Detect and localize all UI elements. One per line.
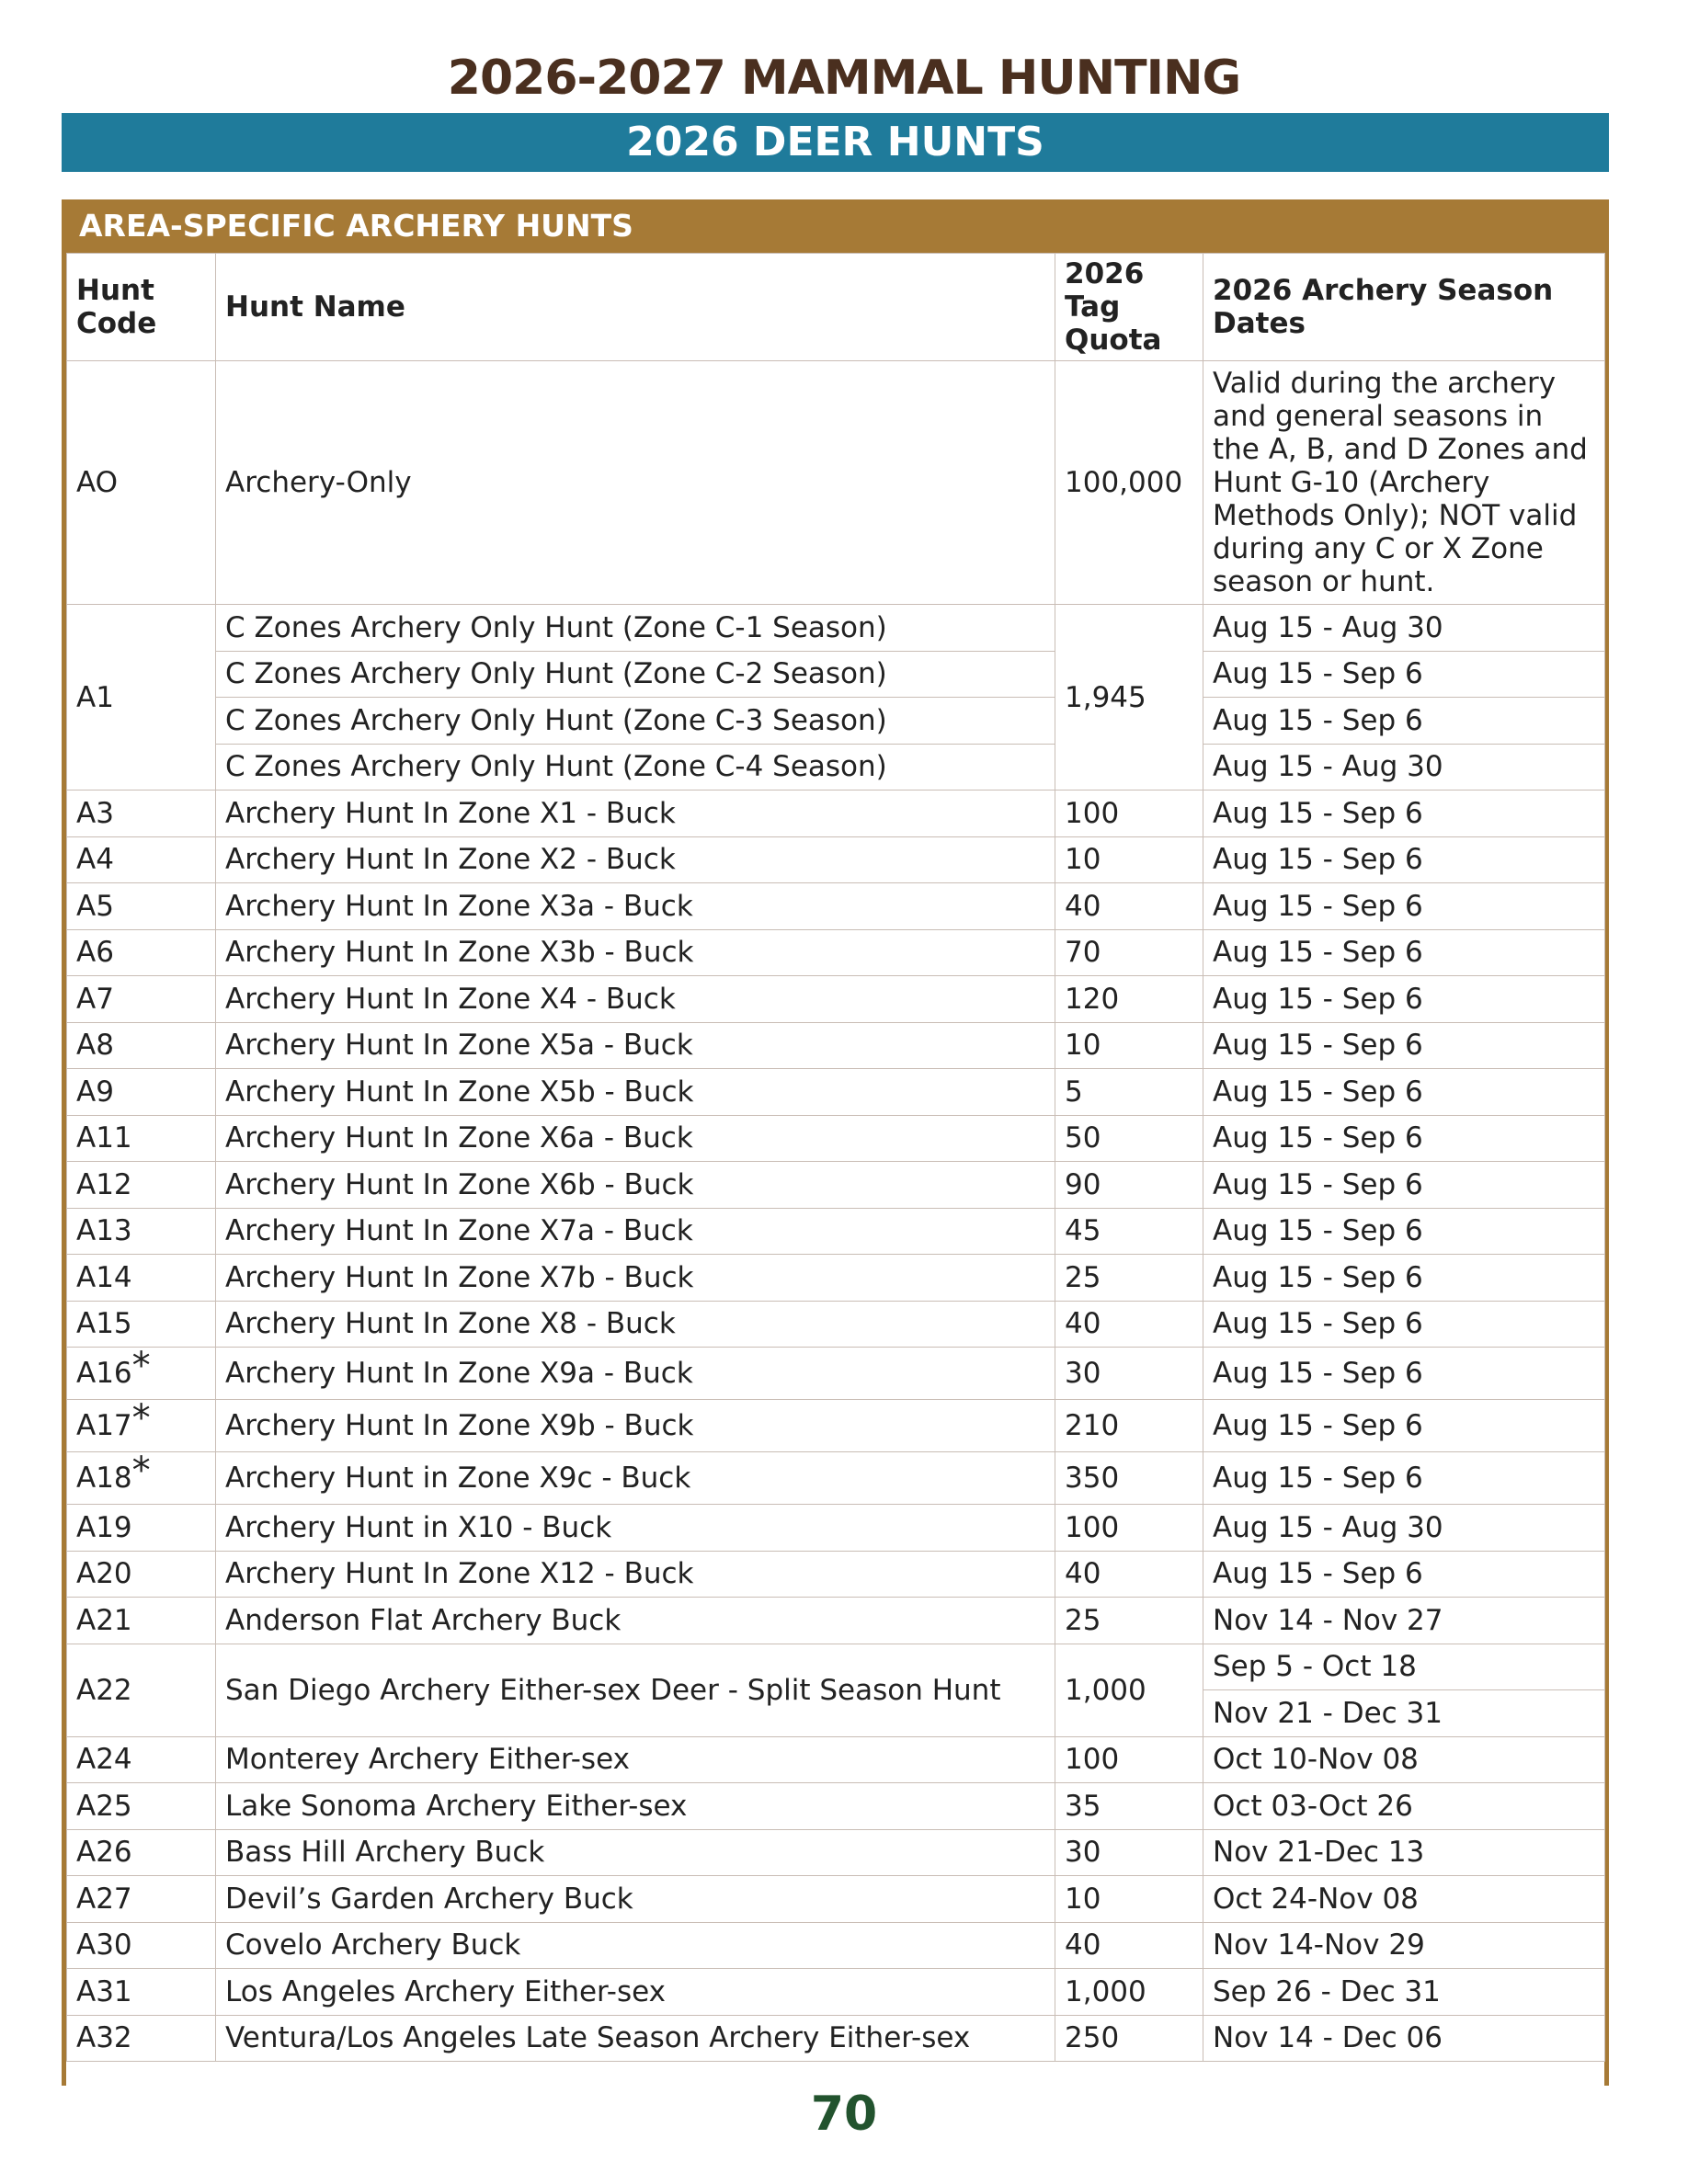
hunt-code: A22 [76, 1673, 132, 1707]
season-dates-cell: Oct 10-Nov 08 [1203, 1736, 1605, 1783]
table-row [67, 1400, 1605, 1452]
hunt-code: A12 [76, 1167, 132, 1201]
table-row [67, 1829, 1605, 1876]
season-dates-cell: Aug 15 - Sep 6 [1203, 836, 1605, 883]
tag-quota-cell: 25 [1055, 1255, 1203, 1302]
hunt-code: A5 [76, 889, 114, 923]
hunt-code: A19 [76, 1510, 132, 1544]
hunt-code: A4 [76, 843, 114, 877]
hunt-code-cell [67, 1505, 216, 1552]
hunt-name-cell: Anderson Flat Archery Buck [216, 1598, 1055, 1644]
season-dates-cell: Aug 15 - Sep 6 [1203, 976, 1605, 1023]
season-dates-cell: Aug 15 - Sep 6 [1203, 1255, 1605, 1302]
hunt-code-cell [67, 1829, 216, 1876]
table-row [67, 1452, 1605, 1505]
table-section-title: AREA-SPECIFIC ARCHERY HUNTS [66, 199, 1604, 253]
table-row [67, 744, 1605, 791]
tag-quota-cell: 1,945 [1055, 605, 1203, 791]
hunt-code-cell [67, 1069, 216, 1116]
tag-quota-cell: 35 [1055, 1783, 1203, 1830]
season-dates-cell: Aug 15 - Sep 6 [1203, 651, 1605, 698]
season-dates-cell: Aug 15 - Sep 6 [1203, 1069, 1605, 1116]
tag-quota-cell: 10 [1055, 1876, 1203, 1923]
hunt-code-cell [67, 1783, 216, 1830]
season-dates-cell: Aug 15 - Aug 30 [1203, 1505, 1605, 1552]
hunt-name-cell: Archery Hunt In Zone X1 - Buck [216, 791, 1055, 837]
hunt-name-cell: Lake Sonoma Archery Either-sex [216, 1783, 1055, 1830]
season-dates-cell: Oct 03-Oct 26 [1203, 1783, 1605, 1830]
season-dates-cell: Aug 15 - Sep 6 [1203, 1348, 1605, 1400]
tag-quota-cell: 45 [1055, 1208, 1203, 1255]
table-row [67, 1505, 1605, 1552]
hunt-name-cell: C Zones Archery Only Hunt (Zone C-3 Season) [216, 698, 1055, 745]
table-row [67, 791, 1605, 837]
hunt-code: A15 [76, 1307, 132, 1341]
table-row [67, 1115, 1605, 1162]
hunt-name-cell: Archery Hunt In Zone X3a - Buck [216, 883, 1055, 930]
hunt-code-cell [67, 1598, 216, 1644]
table-row [67, 1162, 1605, 1209]
hunt-name-cell: Archery Hunt In Zone X6b - Buck [216, 1162, 1055, 1209]
hunt-name-cell: Archery-Only [216, 361, 1055, 605]
hunt-code-cell [67, 1208, 216, 1255]
table-row [67, 929, 1605, 976]
tag-quota-cell: 10 [1055, 1022, 1203, 1069]
hunt-name-cell: Archery Hunt In Zone X2 - Buck [216, 836, 1055, 883]
hunt-name-cell: Covelo Archery Buck [216, 1922, 1055, 1969]
footnote-star: * [131, 1399, 151, 1439]
hunt-code: A27 [76, 1882, 132, 1916]
season-dates-cell: Oct 24-Nov 08 [1203, 1876, 1605, 1923]
table-row [67, 605, 1605, 652]
tag-quota-cell: 40 [1055, 1301, 1203, 1348]
hunt-name-cell: C Zones Archery Only Hunt (Zone C-4 Season) [216, 744, 1055, 791]
section-banner: 2026 DEER HUNTS [62, 113, 1609, 172]
hunt-name-cell: Archery Hunt in X10 - Buck [216, 1505, 1055, 1552]
table-row [67, 1876, 1605, 1923]
tag-quota-cell: 50 [1055, 1115, 1203, 1162]
hunt-code-cell [67, 361, 216, 605]
table-row [67, 1598, 1605, 1644]
hunt-code-cell [67, 929, 216, 976]
hunt-name-cell: Ventura/Los Angeles Late Season Archery Either-sex [216, 2015, 1055, 2062]
season-dates-cell: Nov 14 - Dec 06 [1203, 2015, 1605, 2062]
hunt-code-cell [67, 791, 216, 837]
tag-quota-cell: 10 [1055, 836, 1203, 883]
season-dates-cell: Aug 15 - Sep 6 [1203, 1115, 1605, 1162]
hunt-name-cell: Archery Hunt In Zone X9b - Buck [216, 1400, 1055, 1452]
hunt-name-cell: C Zones Archery Only Hunt (Zone C-2 Season) [216, 651, 1055, 698]
tag-quota-cell: 1,000 [1055, 1969, 1203, 2016]
table-row [67, 1348, 1605, 1400]
season-dates-cell: Nov 14 - Nov 27 [1203, 1598, 1605, 1644]
hunt-code: A14 [76, 1260, 132, 1294]
tag-quota-cell: 210 [1055, 1400, 1203, 1452]
hunts-table-container [62, 199, 1609, 2086]
season-dates-cell: Aug 15 - Sep 6 [1203, 929, 1605, 976]
table-row [67, 1969, 1605, 2016]
hunt-name-cell: C Zones Archery Only Hunt (Zone C-1 Season) [216, 605, 1055, 652]
hunt-code-cell [67, 1301, 216, 1348]
page-number: 70 [810, 2087, 878, 2142]
hunt-code: A31 [76, 1974, 132, 2008]
hunt-code-cell [67, 1922, 216, 1969]
hunt-name-cell: Monterey Archery Either-sex [216, 1736, 1055, 1783]
tag-quota-cell: 40 [1055, 1551, 1203, 1598]
table-row [67, 1736, 1605, 1783]
hunt-name-cell: Archery Hunt In Zone X4 - Buck [216, 976, 1055, 1023]
tag-quota-cell: 100 [1055, 1505, 1203, 1552]
header-hunt-name: Hunt Name [216, 254, 1055, 361]
season-dates-cell: Sep 26 - Dec 31 [1203, 1969, 1605, 2016]
header-hunt-code: Hunt Code [67, 254, 216, 361]
hunt-code-cell [67, 1551, 216, 1598]
hunt-code-cell [67, 1452, 216, 1505]
hunt-code-cell [67, 1115, 216, 1162]
table-row [67, 1255, 1605, 1302]
hunts-table [66, 253, 1605, 2062]
hunt-name-cell: San Diego Archery Either-sex Deer - Split Season Hunt [216, 1644, 1055, 1736]
hunt-name-cell: Archery Hunt in Zone X9c - Buck [216, 1452, 1055, 1505]
hunt-code-cell [67, 1969, 216, 2016]
hunt-code: A17 [76, 1409, 132, 1442]
hunt-name-cell: Archery Hunt In Zone X5a - Buck [216, 1022, 1055, 1069]
season-dates-cell: Aug 15 - Aug 30 [1203, 605, 1605, 652]
hunt-code: A30 [76, 1928, 132, 1962]
hunt-code: A25 [76, 1789, 132, 1823]
season-dates-cell: Aug 15 - Sep 6 [1203, 1400, 1605, 1452]
season-dates-cell: Sep 5 - Oct 18 [1203, 1644, 1605, 1690]
hunt-code: A3 [76, 796, 114, 830]
hunt-code-cell [67, 883, 216, 930]
page-title: 2026-2027 MAMMAL HUNTING [447, 51, 1241, 106]
tag-quota-cell: 70 [1055, 929, 1203, 976]
table-row [67, 1301, 1605, 1348]
hunt-code: A21 [76, 1603, 132, 1637]
table-row [67, 1208, 1605, 1255]
hunt-code-cell [67, 2015, 216, 2062]
table-row [67, 1551, 1605, 1598]
table-body [67, 361, 1605, 2062]
tag-quota-cell: 40 [1055, 1922, 1203, 1969]
tag-quota-cell: 40 [1055, 883, 1203, 930]
season-dates-cell: Valid during the archery and general seasons in the A, B, and D Zones and Hunt G-10 (Archery Methods Only); NOT valid during any C or X Zone season or hunt. [1203, 361, 1605, 605]
hunt-code-cell [67, 1400, 216, 1452]
season-dates-cell: Aug 15 - Sep 6 [1203, 1022, 1605, 1069]
tag-quota-cell: 30 [1055, 1829, 1203, 1876]
hunt-code-cell [67, 1736, 216, 1783]
table-row [67, 1022, 1605, 1069]
hunt-name-cell: Los Angeles Archery Either-sex [216, 1969, 1055, 2016]
hunt-code: A8 [76, 1029, 114, 1063]
hunt-name-cell: Archery Hunt In Zone X8 - Buck [216, 1301, 1055, 1348]
tag-quota-cell: 100,000 [1055, 361, 1203, 605]
season-dates-cell: Nov 14-Nov 29 [1203, 1922, 1605, 1969]
hunt-code-cell [67, 976, 216, 1023]
hunt-code-cell [67, 1644, 216, 1736]
table-row [67, 651, 1605, 698]
footnote-star: * [131, 1451, 151, 1492]
hunt-name-cell: Archery Hunt In Zone X7a - Buck [216, 1208, 1055, 1255]
header-tag-quota: 2026 Tag Quota [1055, 254, 1203, 361]
tag-quota-cell: 1,000 [1055, 1644, 1203, 1736]
hunt-name-cell: Devil’s Garden Archery Buck [216, 1876, 1055, 1923]
table-row [67, 698, 1605, 745]
tag-quota-cell: 100 [1055, 791, 1203, 837]
hunt-code: A11 [76, 1121, 132, 1155]
hunt-code: A20 [76, 1557, 132, 1591]
season-dates-cell: Aug 15 - Sep 6 [1203, 791, 1605, 837]
hunt-name-cell: Archery Hunt In Zone X9a - Buck [216, 1348, 1055, 1400]
season-dates-cell: Aug 15 - Sep 6 [1203, 698, 1605, 745]
hunt-code: A6 [76, 936, 114, 970]
tag-quota-cell: 350 [1055, 1452, 1203, 1505]
table-row [67, 361, 1605, 605]
season-dates-cell: Aug 15 - Aug 30 [1203, 744, 1605, 791]
hunt-name-cell: Archery Hunt In Zone X7b - Buck [216, 1255, 1055, 1302]
hunt-name-cell: Archery Hunt In Zone X12 - Buck [216, 1551, 1055, 1598]
hunt-code: A1 [76, 680, 114, 714]
hunt-name-cell: Archery Hunt In Zone X5b - Buck [216, 1069, 1055, 1116]
tag-quota-cell: 30 [1055, 1348, 1203, 1400]
season-dates-cell: Aug 15 - Sep 6 [1203, 1301, 1605, 1348]
tag-quota-cell: 120 [1055, 976, 1203, 1023]
hunt-code-cell [67, 605, 216, 791]
hunt-code-cell [67, 1348, 216, 1400]
tag-quota-cell: 100 [1055, 1736, 1203, 1783]
hunt-code-cell [67, 1255, 216, 1302]
hunt-code-cell [67, 836, 216, 883]
season-dates-cell: Aug 15 - Sep 6 [1203, 1162, 1605, 1209]
table-row [67, 1644, 1605, 1690]
season-dates-cell: Nov 21 - Dec 31 [1203, 1690, 1605, 1737]
hunt-code: A18 [76, 1462, 132, 1495]
hunt-code: A24 [76, 1743, 132, 1777]
table-row [67, 2015, 1605, 2062]
season-dates-cell: Aug 15 - Sep 6 [1203, 1452, 1605, 1505]
table-row [67, 976, 1605, 1023]
tag-quota-cell: 25 [1055, 1598, 1203, 1644]
tag-quota-cell: 5 [1055, 1069, 1203, 1116]
hunt-code: A26 [76, 1836, 132, 1870]
season-dates-cell: Aug 15 - Sep 6 [1203, 883, 1605, 930]
hunt-code-cell [67, 1162, 216, 1209]
table-row [67, 883, 1605, 930]
hunt-name-cell: Archery Hunt In Zone X6a - Buck [216, 1115, 1055, 1162]
table-row [67, 1783, 1605, 1830]
season-dates-cell: Nov 21-Dec 13 [1203, 1829, 1605, 1876]
footnote-star: * [131, 1347, 151, 1387]
header-season-dates: 2026 Archery Season Dates [1203, 254, 1605, 361]
hunt-code: AO [76, 466, 119, 499]
table-row [67, 1922, 1605, 1969]
table-row [67, 836, 1605, 883]
table-row [67, 1069, 1605, 1116]
hunt-name-cell: Archery Hunt In Zone X3b - Buck [216, 929, 1055, 976]
hunt-code: A13 [76, 1214, 132, 1248]
hunt-code-cell [67, 1022, 216, 1069]
hunt-code: A9 [76, 1075, 114, 1109]
tag-quota-cell: 250 [1055, 2015, 1203, 2062]
season-dates-cell: Aug 15 - Sep 6 [1203, 1551, 1605, 1598]
hunt-code: A16 [76, 1357, 132, 1390]
hunt-code-cell [67, 1876, 216, 1923]
hunt-name-cell: Bass Hill Archery Buck [216, 1829, 1055, 1876]
season-dates-cell: Aug 15 - Sep 6 [1203, 1208, 1605, 1255]
tag-quota-cell: 90 [1055, 1162, 1203, 1209]
hunt-code: A7 [76, 982, 114, 1016]
hunt-code: A32 [76, 2021, 132, 2055]
